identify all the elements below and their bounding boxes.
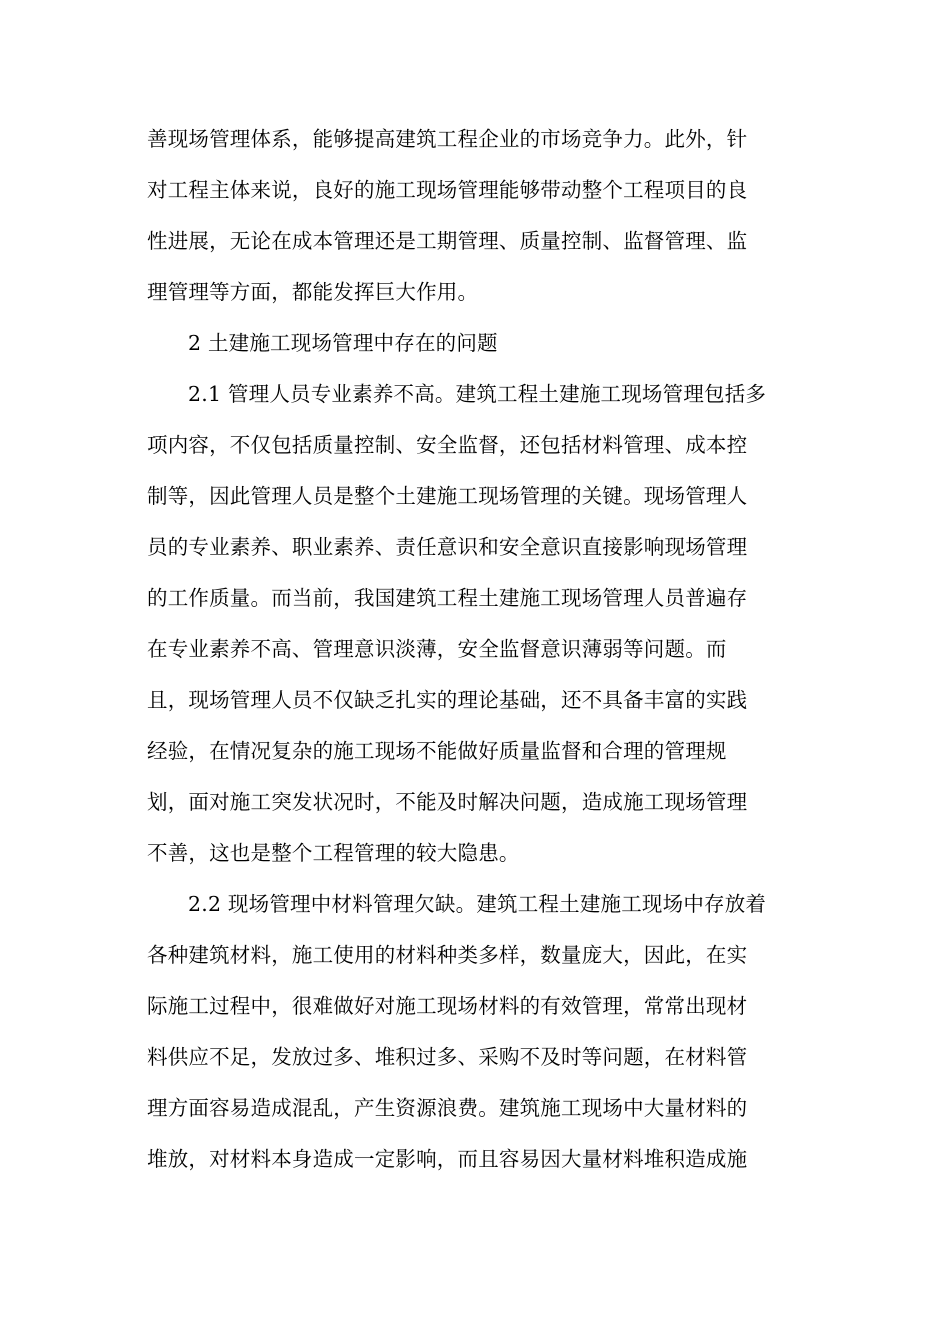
section-heading xyxy=(147,318,807,369)
text-line: 且，现场管理人员不仅缺乏扎实的理论基础，还不具备丰富的实践 xyxy=(147,688,748,712)
text-line: 各种建筑材料，施工使用的材料种类多样，数量庞大，因此，在实 xyxy=(147,943,748,967)
text-column xyxy=(147,114,807,1185)
text-line: 理管理等方面，都能发挥巨大作用。 xyxy=(147,280,479,304)
paragraph-continued xyxy=(147,114,807,318)
text-line: 际施工过程中，很难做好对施工现场材料的有效管理，常常出现材 xyxy=(147,994,748,1018)
text-line: 料供应不足，发放过多、堆积过多、采购不及时等问题，在材料管 xyxy=(147,1045,748,1069)
text-line: 理方面容易造成混乱，产生资源浪费。建筑施工现场中大量材料的 xyxy=(147,1096,748,1120)
text-line: 不善，这也是整个工程管理的较大隐患。 xyxy=(147,841,520,865)
text-line: 性进展，无论在成本管理还是工期管理、质量控制、监督管理、监 xyxy=(147,229,748,253)
text-line: 项内容，不仅包括质量控制、安全监督，还包括材料管理、成本控 xyxy=(147,433,748,457)
paragraph-2-1 xyxy=(147,369,807,879)
text-line: 员的专业素养、职业素养、责任意识和安全意识直接影响现场管理 xyxy=(147,535,748,559)
text-line: 经验，在情况复杂的施工现场不能做好质量监督和合理的管理规 xyxy=(147,739,727,763)
text-line: 在专业素养不高、管理意识淡薄，安全监督意识薄弱等问题。而 xyxy=(147,637,727,661)
text-line: 的工作质量。而当前，我国建筑工程土建施工现场管理人员普遍存 xyxy=(147,586,748,610)
text-line: 2.1 管理人员专业素养不高。建筑工程土建施工现场管理包括多 xyxy=(188,382,767,406)
text-line: 2.2 现场管理中材料管理欠缺。建筑工程土建施工现场中存放着 xyxy=(188,892,767,916)
text-line: 对工程主体来说，良好的施工现场管理能够带动整个工程项目的良 xyxy=(147,178,748,202)
text-line: 善现场管理体系，能够提高建筑工程企业的市场竞争力。此外，针 xyxy=(147,127,748,151)
text-line: 划，面对施工突发状况时，不能及时解决问题，造成施工现场管理 xyxy=(147,790,748,814)
heading-line: 2 土建施工现场管理中存在的问题 xyxy=(188,331,498,355)
paragraph-2-2 xyxy=(147,879,807,1185)
text-line: 制等，因此管理人员是整个土建施工现场管理的关键。现场管理人 xyxy=(147,484,748,508)
text-line: 堆放，对材料本身造成一定影响，而且容易因大量材料堆积造成施 xyxy=(147,1147,748,1171)
